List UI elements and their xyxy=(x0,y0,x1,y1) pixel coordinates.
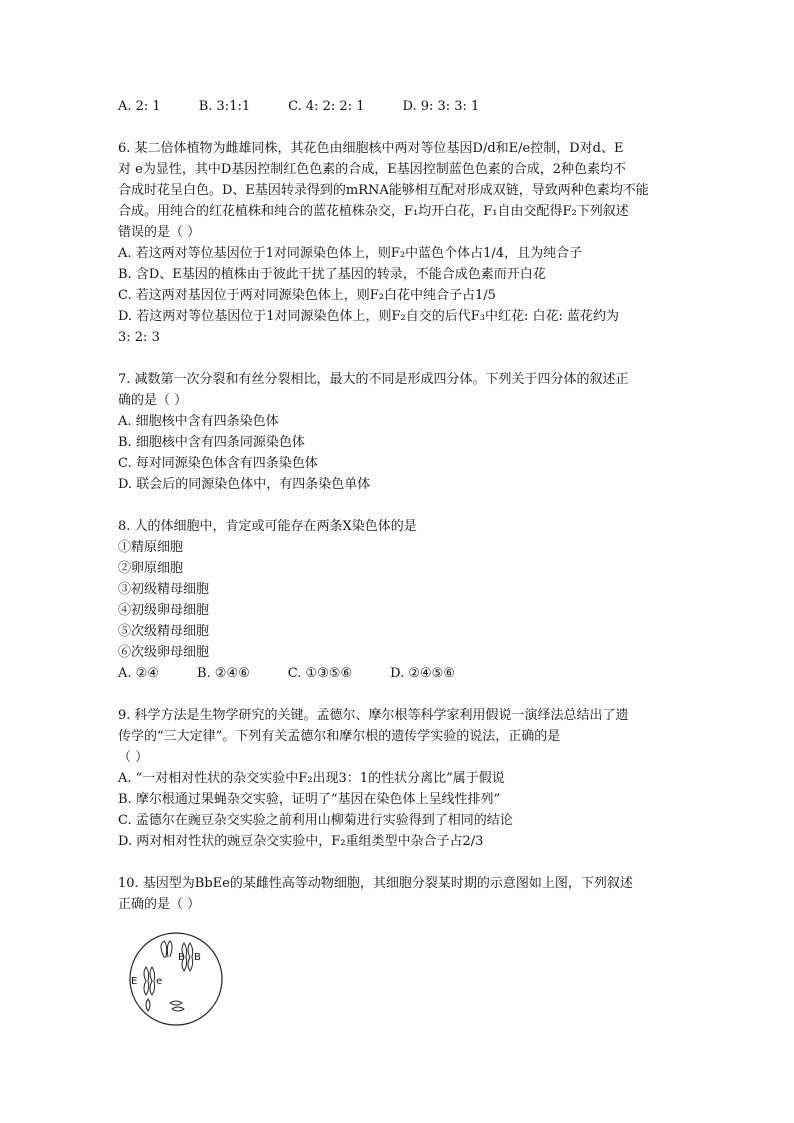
q6-line: 错误的是（ ） xyxy=(118,225,201,240)
exam-page xyxy=(118,96,678,1029)
q9-option-b[interactable]: B. 摩尔根通过果蝇杂交实验，证明了“基因在染色体上呈线性排列” xyxy=(118,792,501,807)
q8-item: ④初级卵母细胞 xyxy=(118,603,210,618)
q6-line: 合成时花呈白色。D、E基因转录得到的mRNA能够相互配对形成双链，导致两种色素均不能 xyxy=(118,183,649,198)
q8-item: ⑤次级精母细胞 xyxy=(118,624,210,639)
q6-line: 合成。用纯合的红花植株和纯合的蓝花植株杂交，F₁均开白花，F₁自由交配得F₂下列叙述 xyxy=(118,204,629,219)
q8-option-b[interactable]: B. ②④⑥ xyxy=(196,666,250,681)
q8-options xyxy=(118,663,678,684)
gene-label-e-lower: e xyxy=(156,976,163,987)
q10-line: 正确的是（ ） xyxy=(118,897,201,912)
gene-label-b1: B xyxy=(178,952,185,963)
q9-option-d[interactable]: D. 两对相对性状的豌豆杂交实验中，F₂重组类型中杂合子占2/3 xyxy=(118,834,484,849)
q7-option-b[interactable]: B. 细胞核中含有四条同源染色体 xyxy=(118,435,305,450)
question-7 xyxy=(118,369,678,495)
q6-option-d[interactable]: D. 若这两对等位基因位于1对同源染色体上，则F₂自交的后代F₃中红花: 白花: 蓝花约为 xyxy=(118,309,619,324)
q5-option-d[interactable]: D. 9: 3: 3: 1 xyxy=(402,99,480,114)
gene-label-b2: B xyxy=(194,952,201,963)
q5-options xyxy=(118,96,678,117)
question-8 xyxy=(118,516,678,684)
q6-line: 6. 某二倍体植物为雌雄同株，其花色由细胞核中两对等位基因D/d和E/e控制，D对d、E xyxy=(118,141,624,156)
q5-option-b[interactable]: B. 3:1:1 xyxy=(198,99,251,114)
question-10 xyxy=(118,873,678,1029)
q6-option-d-cont: 3: 2: 3 xyxy=(118,330,160,345)
q9-option-c[interactable]: C. 孟德尔在豌豆杂交实验之前利用山柳菊进行实验得到了相同的结论 xyxy=(118,813,513,828)
q9-line: （ ） xyxy=(118,750,149,765)
q6-option-c[interactable]: C. 若这两对基因位于两对同源染色体上，则F₂白花中纯合子占1/5 xyxy=(118,288,496,303)
q6-line: 对 e为显性，其中D基因控制红色色素的合成，E基因控制蓝色色素的合成，2种色素均不 xyxy=(118,162,627,177)
q7-line: 7. 减数第一次分裂和有丝分裂相比，最大的不同是形成四分体。下列关于四分体的叙述正 xyxy=(118,372,629,387)
q8-option-d[interactable]: D. ②④⑤⑥ xyxy=(390,666,455,681)
q8-stem: 8. 人的体细胞中，肯定或可能存在两条X染色体的是 xyxy=(118,519,417,534)
q8-item: ②卵原细胞 xyxy=(118,561,184,576)
q7-option-a[interactable]: A. 细胞核中含有四条染色体 xyxy=(118,414,279,429)
q9-line: 9. 科学方法是生物学研究的关键。孟德尔、摩尔根等科学家利用假说一演绎法总结出了遗 xyxy=(118,708,629,723)
q9-line: 传学的“三大定律”。下列有关孟德尔和摩尔根的遗传学实验的说法，正确的是 xyxy=(118,729,561,744)
q7-option-c[interactable]: C. 每对同源染色体含有四条染色体 xyxy=(118,456,318,471)
q6-option-b[interactable]: B. 含D、E基因的植株由于彼此干扰了基因的转录，不能合成色素而开白花 xyxy=(118,267,546,282)
q10-line: 10. 基因型为BbEe的某雌性高等动物细胞，其细胞分裂某时期的示意图如上图，下列叙述 xyxy=(118,876,633,891)
q6-option-a[interactable]: A. 若这两对等位基因位于1对同源染色体上，则F₂中蓝色个体占1/4，且为纯合子 xyxy=(118,246,583,261)
q8-option-a[interactable]: A. ②④ xyxy=(118,666,159,681)
q8-option-c[interactable]: C. ①③⑤⑥ xyxy=(287,666,353,681)
q9-option-a[interactable]: A. “一对相对性状的杂交实验中F₂出现3：1的性状分离比”属于假说 xyxy=(118,771,505,786)
q8-item: ③初级精母细胞 xyxy=(118,582,210,597)
q7-line: 确的是（ ） xyxy=(118,393,188,408)
q8-item: ⑥次级卵母细胞 xyxy=(118,645,210,660)
q8-item: ①精原细胞 xyxy=(118,540,184,555)
question-6 xyxy=(118,138,678,348)
gene-label-e-upper: E xyxy=(131,976,138,987)
q7-option-d[interactable]: D. 联会后的同源染色体中，有四条染色单体 xyxy=(118,477,371,492)
q5-option-a[interactable]: A. 2: 1 xyxy=(118,99,161,114)
cell-division-figure xyxy=(126,929,226,1029)
question-9 xyxy=(118,705,678,852)
q5-option-c[interactable]: C. 4: 2: 2: 1 xyxy=(288,99,365,114)
cell-diagram xyxy=(126,929,226,1029)
